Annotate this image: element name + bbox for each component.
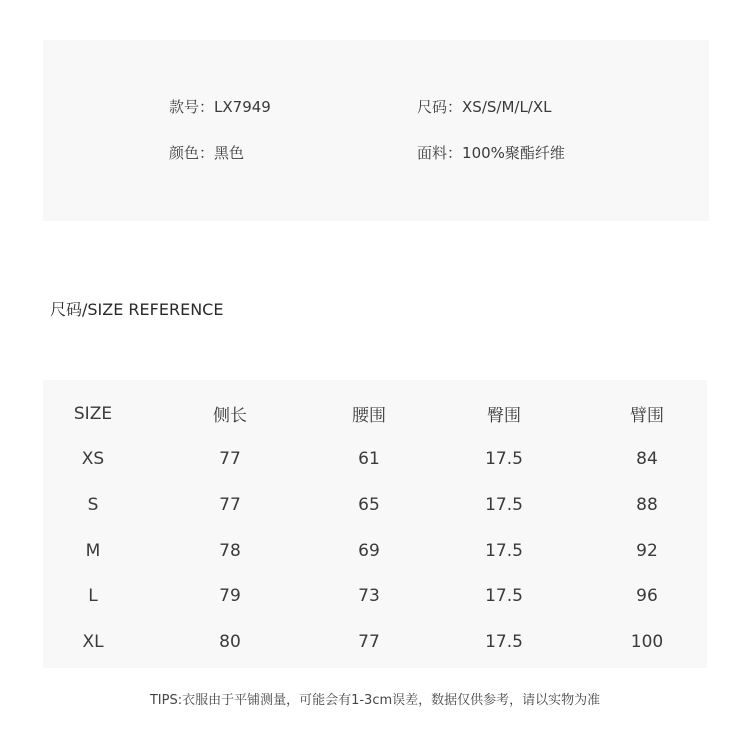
cell-waist: 69 <box>358 540 380 561</box>
cell-side-length: 79 <box>219 586 241 607</box>
cell-arm: 100 <box>630 631 664 652</box>
header-side-length: 侧长 <box>213 406 247 427</box>
fabric-field <box>417 143 565 163</box>
cell-size: XS <box>81 449 105 470</box>
cell-hip: 17.5 <box>485 449 523 470</box>
table-row <box>43 437 707 483</box>
cell-arm: 84 <box>636 449 658 470</box>
sizes-value: XS/S/M/L/XL <box>462 98 552 116</box>
cell-waist: 73 <box>358 586 380 607</box>
style-number-label: 款号 <box>169 98 200 116</box>
cell-waist: 61 <box>358 449 380 470</box>
style-number-field <box>169 97 271 117</box>
product-info-panel <box>43 40 709 221</box>
cell-arm: 96 <box>636 586 658 607</box>
table-row <box>43 619 707 665</box>
size-chart-table <box>43 391 707 665</box>
fabric-value: 100%聚酯纤维 <box>462 144 565 162</box>
size-chart-header-row <box>43 391 707 437</box>
cell-waist: 65 <box>358 494 380 515</box>
sizes-label: 尺码 <box>417 98 448 116</box>
color-field <box>169 143 244 163</box>
table-row <box>43 573 707 619</box>
sizes-field <box>417 97 552 117</box>
header-size: SIZE <box>73 403 113 424</box>
cell-arm: 88 <box>636 494 658 515</box>
cell-size: S <box>87 494 99 515</box>
cell-size: M <box>85 540 101 561</box>
measurement-tips: TIPS:衣服由于平铺测量，可能会有1-3cm误差，数据仅供参考，请以实物为准 <box>149 693 601 708</box>
color-label: 颜色 <box>169 144 200 162</box>
cell-waist: 77 <box>358 631 380 652</box>
fabric-separator: ： <box>447 144 463 162</box>
style-number-separator: ： <box>199 98 215 116</box>
table-row <box>43 482 707 528</box>
cell-side-length: 80 <box>219 631 241 652</box>
color-separator: ： <box>199 144 215 162</box>
cell-side-length: 77 <box>219 449 241 470</box>
header-arm: 臂围 <box>630 406 664 427</box>
style-number-value: LX7949 <box>214 98 271 116</box>
cell-hip: 17.5 <box>485 540 523 561</box>
cell-size: L <box>88 586 98 607</box>
header-waist: 腰围 <box>352 406 386 427</box>
header-hip: 臀围 <box>487 406 521 427</box>
cell-hip: 17.5 <box>485 586 523 607</box>
color-value: 黑色 <box>214 144 245 162</box>
sizes-separator: ： <box>447 98 463 116</box>
cell-hip: 17.5 <box>485 494 523 515</box>
cell-size: XL <box>82 631 104 652</box>
cell-hip: 17.5 <box>485 631 523 652</box>
cell-side-length: 77 <box>219 494 241 515</box>
cell-side-length: 78 <box>219 540 241 561</box>
fabric-label: 面料 <box>417 144 448 162</box>
table-row <box>43 528 707 574</box>
cell-arm: 92 <box>636 540 658 561</box>
size-chart-panel <box>43 380 707 668</box>
size-reference-title: 尺码/SIZE REFERENCE <box>50 300 224 319</box>
